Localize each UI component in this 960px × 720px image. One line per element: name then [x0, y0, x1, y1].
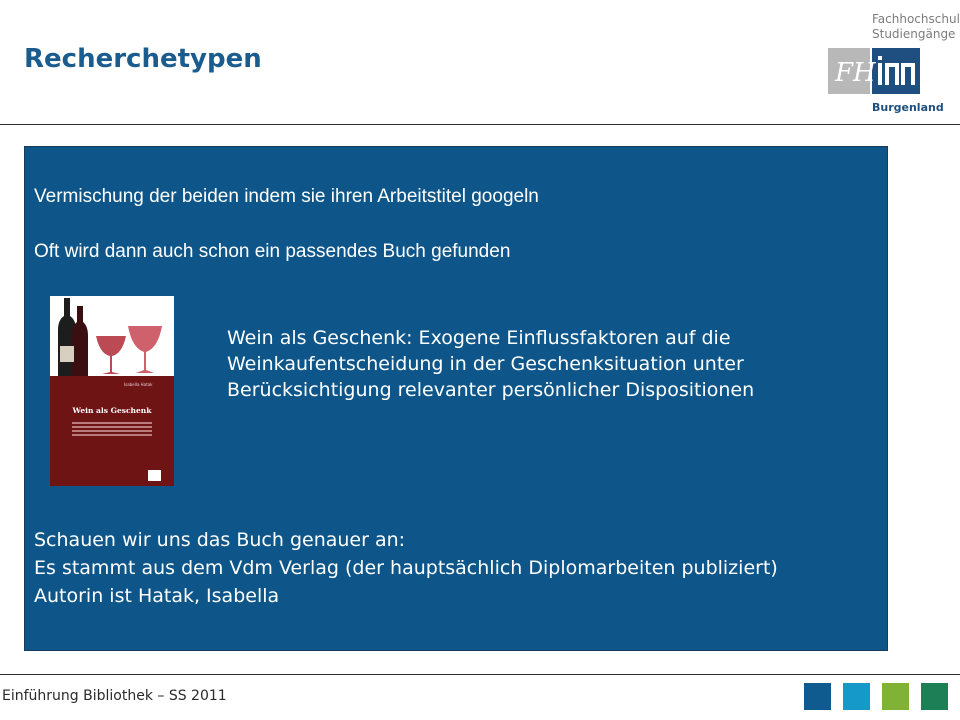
text-line-found-book: Oft wird dann auch schon ein passendes Buch gefunden — [34, 241, 511, 262]
logo-mark-icon — [828, 48, 920, 94]
logo-line-3: Burgenland — [872, 101, 944, 114]
cover-author: Isabella Hatak — [124, 382, 153, 387]
logo-line-2: Studiengänge — [872, 27, 956, 41]
details-line: Es stammt aus dem Vdm Verlag (der hauptsächlich Diplomarbeiten publiziert) — [34, 557, 778, 579]
cover-title: Wein als Geschenk — [72, 406, 152, 415]
book-description — [227, 325, 867, 403]
fh-burgenland-logo — [826, 2, 958, 118]
content-panel — [24, 146, 888, 651]
slide-title: Recherchetypen — [24, 44, 262, 74]
wine-bottles-icon — [50, 296, 174, 376]
publisher-logo-icon — [148, 470, 161, 481]
text-line-mixing: Vermischung der beiden indem sie ihren Arbeitstitel googeln — [34, 186, 539, 207]
book-description-line: Berücksichtigung relevanter persönlicher Dispositionen — [227, 379, 755, 401]
footer-square-dark-blue — [804, 683, 831, 710]
footer-square-dark-green — [921, 683, 948, 710]
svg-text:FH: FH — [835, 58, 876, 88]
book-description-line: Weinkaufentscheidung in der Geschenksituation unter — [227, 353, 744, 375]
book-cover-image — [50, 296, 174, 486]
footer-divider — [0, 674, 960, 675]
book-description-line: Wein als Geschenk: Exogene Einflussfaktoren auf die — [227, 327, 731, 349]
footer-square-green — [882, 683, 909, 710]
book-details — [34, 526, 778, 610]
footer-text: Einführung Bibliothek – SS 2011 — [2, 688, 227, 704]
cover-subtitle-lines — [72, 420, 152, 438]
header-divider — [0, 124, 960, 125]
details-line: Autorin ist Hatak, Isabella — [34, 585, 280, 607]
footer-square-light-blue — [843, 683, 870, 710]
logo-line-1: Fachhochschul — [872, 12, 960, 26]
details-line: Schauen wir uns das Buch genauer an: — [34, 529, 406, 551]
